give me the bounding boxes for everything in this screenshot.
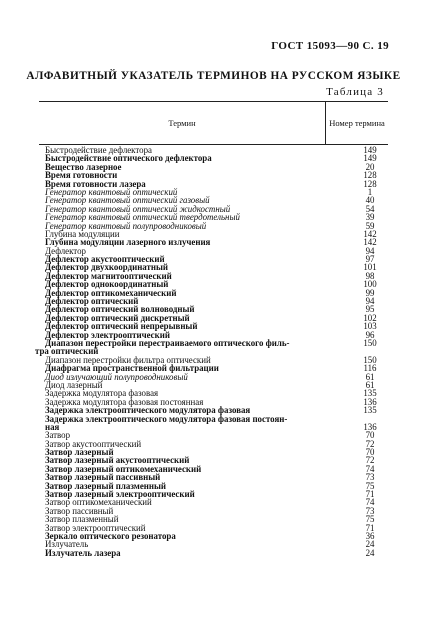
entry-number: 103 bbox=[363, 321, 377, 332]
entry-term: Время готовности лазера bbox=[45, 178, 146, 189]
entry-term: Дефлектор однокоординатный bbox=[45, 279, 169, 290]
entry-term: Дефлектор двухкоординатный bbox=[45, 262, 169, 273]
entry-number: 94 bbox=[365, 245, 375, 256]
entry-term: Дефлектор оптический дискретный bbox=[45, 312, 190, 323]
entry-term: Задержка модулятора фазовая bbox=[45, 388, 159, 399]
entry-number: 102 bbox=[363, 312, 377, 323]
entry-number: 40 bbox=[365, 195, 375, 206]
entry-number: 36 bbox=[365, 530, 375, 541]
entry-term: Глубина модуляции лазерного излучения bbox=[45, 237, 211, 248]
index-entry bbox=[45, 415, 390, 423]
entry-term: Затвор лазерный акустооптический bbox=[45, 455, 190, 466]
entry-number: 59 bbox=[365, 220, 375, 231]
entry-term: Дефлектор акустооптический bbox=[45, 254, 165, 265]
entry-term: Зеркало оптического резонатора bbox=[45, 530, 176, 541]
entry-number: 54 bbox=[365, 203, 375, 214]
entry-term: Генератор квантовый полупроводниковый bbox=[45, 220, 207, 231]
entry-number: 74 bbox=[365, 497, 375, 508]
entry-number: 1 bbox=[367, 186, 373, 197]
entry-number: 39 bbox=[365, 212, 375, 223]
entry-number: 75 bbox=[365, 514, 375, 525]
entry-term: Дефлектор bbox=[45, 245, 86, 256]
entry-term: Задержка электрооптического модулятора фазовая bbox=[45, 405, 251, 416]
entry-number: 149 bbox=[363, 145, 377, 155]
entry-term: Затвор bbox=[45, 430, 71, 441]
entry-term: Затвор пассивный bbox=[45, 505, 114, 516]
entry-number: 20 bbox=[365, 161, 375, 172]
entry-term: Диапазон перестройки фильтра оптический bbox=[45, 354, 211, 365]
entry-term: тра оптический bbox=[35, 346, 99, 357]
entry-term: Дефлектор оптический bbox=[45, 296, 139, 307]
entry-number: 98 bbox=[365, 270, 375, 281]
entry-number: 150 bbox=[363, 354, 377, 365]
entry-term: Дефлектор оптический волноводный bbox=[45, 304, 195, 315]
entry-term: Глубина модуляции bbox=[45, 228, 120, 239]
entry-term: Затвор лазерный плазменный bbox=[45, 480, 167, 491]
entry-number: 71 bbox=[365, 522, 375, 533]
entry-term: Задержка электрооптического модулятора фазовая постоян- bbox=[45, 413, 288, 424]
entry-number: 128 bbox=[363, 170, 377, 181]
entry-term: Затвор электрооптический bbox=[45, 522, 146, 533]
entry-number: 24 bbox=[365, 547, 375, 558]
table-label: Таблица 3 bbox=[326, 86, 384, 98]
term-index-list bbox=[35, 145, 390, 558]
entry-term: Генератор квантовый оптический твердотельный bbox=[45, 212, 240, 223]
entry-number: 97 bbox=[365, 254, 375, 265]
entry-term: Генератор квантовый оптический газовый bbox=[45, 195, 210, 206]
entry-number: 99 bbox=[365, 287, 375, 298]
entry-number: 101 bbox=[363, 262, 377, 273]
entry-term: Генератор квантовый оптический жидкостный bbox=[45, 203, 231, 214]
column-header-number: Номер термина bbox=[329, 117, 385, 128]
entry-number: 61 bbox=[365, 379, 375, 390]
entry-number: 142 bbox=[363, 228, 377, 239]
entry-number: 135 bbox=[363, 405, 377, 416]
entry-number: 136 bbox=[363, 396, 377, 407]
entry-term: Время готовности bbox=[45, 170, 118, 181]
column-header-term: Термин bbox=[168, 118, 196, 128]
entry-term: Задержка модулятора фазовая постоянная bbox=[45, 396, 204, 407]
entry-term: Дефлектор оптический непрерывный bbox=[45, 321, 198, 332]
entry-term: Затвор акустооптический bbox=[45, 438, 142, 449]
entry-number: 24 bbox=[365, 539, 375, 550]
entry-number: 100 bbox=[363, 279, 377, 290]
entry-term: Затвор лазерный bbox=[45, 447, 114, 458]
entry-number: 73 bbox=[365, 505, 375, 516]
entry-term: Затвор лазерный оптикомеханический bbox=[45, 463, 202, 474]
entry-number: 135 bbox=[363, 388, 377, 399]
entry-term: Излучатель bbox=[45, 539, 89, 550]
index-entry bbox=[45, 532, 390, 540]
entry-term: Диапазон перестройки перестраиваемого оптического филь- bbox=[45, 337, 290, 348]
entry-number: 74 bbox=[365, 463, 375, 474]
page-title: АЛФАВИТНЫЙ УКАЗАТЕЛЬ ТЕРМИНОВ НА РУССКОМ ЯЗЫКЕ bbox=[26, 70, 401, 82]
entry-term: ная bbox=[45, 421, 60, 432]
entry-number: 149 bbox=[363, 153, 377, 164]
entry-number: 72 bbox=[365, 455, 375, 466]
entry-term: Затвор лазерный электрооптический bbox=[45, 489, 195, 500]
entry-term: Быстродействие дефлектора bbox=[45, 145, 152, 155]
entry-term: Диафрагма пространственной фильтрации bbox=[45, 363, 219, 374]
entry-number: 73 bbox=[365, 472, 375, 483]
entry-number: 95 bbox=[365, 304, 375, 315]
entry-term: Генератор квантовый оптический bbox=[45, 186, 178, 197]
index-entry bbox=[45, 549, 390, 557]
entry-term: Быстродействие оптического дефлектора bbox=[45, 153, 212, 164]
entry-number: 128 bbox=[363, 178, 377, 189]
entry-number: 96 bbox=[365, 329, 375, 340]
entry-number: 150 bbox=[363, 337, 377, 348]
entry-number: 75 bbox=[365, 480, 375, 491]
page-header: ГОСТ 15093—90 С. 19 bbox=[271, 40, 389, 52]
entry-term: Дефлектор оптикомеханический bbox=[45, 287, 177, 298]
entry-term: Дефлектор электрооптический bbox=[45, 329, 170, 340]
entry-term: Затвор плазменный bbox=[45, 514, 119, 525]
entry-number: 72 bbox=[365, 438, 375, 449]
entry-term: Излучатель лазера bbox=[45, 547, 121, 558]
table-header bbox=[39, 101, 388, 145]
entry-number: 136 bbox=[363, 421, 377, 432]
entry-term: Затвор оптикомеханический bbox=[45, 497, 152, 508]
entry-number: 70 bbox=[365, 447, 375, 458]
entry-term: Дефлектор магнитооптический bbox=[45, 270, 172, 281]
entry-term: Диод лазерный bbox=[45, 379, 103, 390]
entry-number: 61 bbox=[365, 371, 375, 382]
entry-number: 70 bbox=[365, 430, 375, 441]
index-entry bbox=[45, 423, 390, 431]
entry-term: Вещество лазерное bbox=[45, 161, 122, 172]
index-entry bbox=[45, 238, 390, 246]
entry-number: 142 bbox=[363, 237, 377, 248]
entry-term: Затвор лазерный пассивный bbox=[45, 472, 161, 483]
entry-number: 71 bbox=[365, 489, 375, 500]
entry-number: 116 bbox=[363, 363, 377, 374]
entry-number: 94 bbox=[365, 296, 375, 307]
entry-term: Диод излучающий полупроводниковый bbox=[45, 371, 188, 382]
